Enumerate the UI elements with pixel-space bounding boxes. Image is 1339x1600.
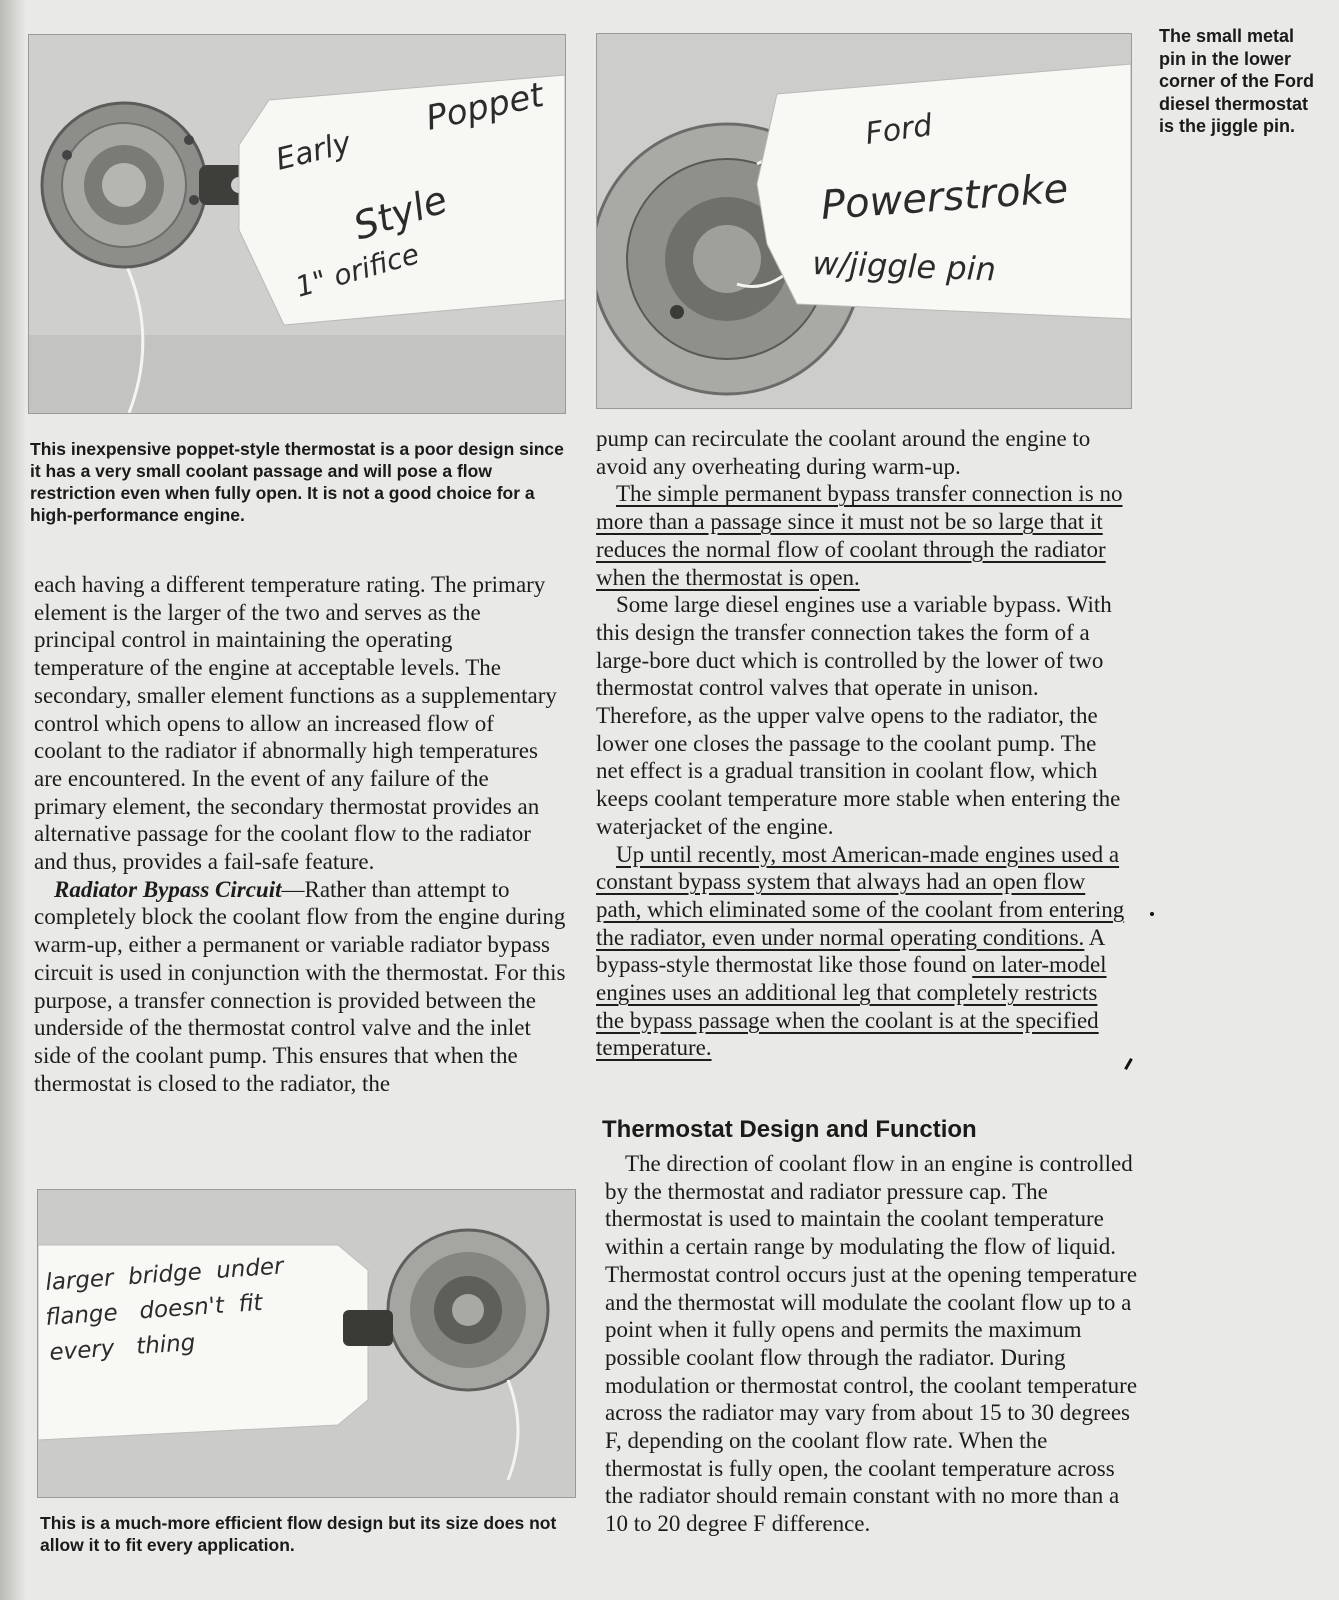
right-paragraph-4-underlined-2: on later-model engines uses an additional leg that completely restricts the bypass passage when the coolant is at the specified temperature. [596,952,1107,1061]
tag-text-orifice: 1" orifice [291,237,423,304]
caption-efficient-thermostat: This is a much-more efficient flow design but its size does not allow it to fit every application. [40,1513,557,1555]
photo-poppet-thermostat [28,34,566,414]
right-column-lower-text [605,1150,1145,1538]
tag-text-jiggle-pin: w/jiggle pin [811,244,997,289]
tag-text-early: Early [272,125,355,178]
left-paragraph-1: each having a different temperature rating. The primary element is the larger of the two and serves as the principal control in maintaining the operating temperature of the engine at acceptable levels. The secondary, smaller element functions as a supplementary control which opens to allow an increased flow of coolant to the radiator if abnormally high temperatures are encountered. In the event of any failure of the primary element, the secondary thermostat provides an alternative passage for the coolant flow to the radiator and thus, provides a fail-safe feature. [34,572,557,875]
tag-text-style: Style [348,177,453,249]
tag-text-line2: flange doesn't fit [44,1289,264,1331]
right-paragraph-4-underlined: Up until recently, most American-made engines used a constant bypass system that always had an open flow path, which eliminated some of the coolant from entering the radiator, even under normal operating conditions. [596,841,1125,950]
right-paragraph-1: pump can recirculate the coolant around the engine to avoid any overheating during warm-up. [596,426,1091,479]
right-paragraph-2 [596,480,1128,591]
caption-poppet-thermostat: This inexpensive poppet-style thermostat is a poor design since it has a very small coolant passage and will pose a flow restriction even when fully open. It is not a good choice for a high-performance engine. [30,439,564,525]
pen-mark-dot [1150,912,1154,916]
tag-text-powerstroke: Powerstroke [819,165,1070,229]
photo-ford-powerstroke-thermostat [596,33,1132,409]
right-paragraph-2-underlined: The simple permanent bypass transfer connection is no more than a passage since it must not be so large that it reduces the normal flow of coolant through the radiator when the thermostat is open. [596,481,1123,590]
ford-thermostat-illustration [597,34,1131,408]
tag-text-ford: Ford [863,107,935,152]
runin-heading-bypass: Radiator Bypass Circuit [54,876,282,902]
left-paragraph-2-text: —Rather than attempt to completely block the coolant flow from the engine during warm-up, either a permanent or variable radiator bypass circuit is used in conjunction with the thermostat. For this purpose, a transfer connection is provided between the underside of the thermostat control valve and the inlet side of the coolant pump. This ensures that when the thermostat is closed to the radiator, the [34,876,566,1096]
tag-text-line1: larger bridge under [44,1253,285,1296]
right-paragraph-5: The direction of coolant flow in an engine is controlled by the thermostat and radiator pressure cap. The thermostat is used to maintain the coolant temperature within a certain range by modulating the flow of liquid. Thermostat control occurs just at the opening temperature and the thermostat will modulate the coolant flow up to a point when it fully opens and permits the maximum possible coolant flow through the radiator. During modulation or thermostat control, the coolant temperature across the radiator may vary from about 15 to 30 degrees F, depending on the coolant flow rate. When the thermostat is fully open, the coolant temperature across the radiator should remain constant with no more than a 10 to 20 degree F difference. [605,1151,1138,1537]
left-paragraph-2 [34,876,566,1098]
left-column-text [34,571,566,1097]
photo-efficient-thermostat [37,1189,576,1498]
section-heading-thermostat-design: Thermostat Design and Function [602,1116,977,1143]
tag-text-line3: every thing [48,1329,197,1366]
right-column-text [596,425,1128,1062]
right-paragraph-3: Some large diesel engines use a variable bypass. With this design the transfer connection takes the form of a large-bore duct which is controlled by the lower of two thermostat control valves that operate in unison. Therefore, as the upper valve opens to the radiator, the lower one closes the passage to the coolant pump. The net effect is a gradual transition in coolant flow, which keeps coolant temperature more stable when entering the waterjacket of the engine. [596,592,1121,839]
efficient-thermostat-illustration [38,1190,575,1497]
right-paragraph-4 [596,841,1128,1063]
caption-jiggle-pin: The small metal pin in the lower corner of the Ford diesel thermostat is the jiggle pin. [1159,26,1315,136]
right-paragraph-4-plain: A bypass-style thermostat like those found [596,924,1105,978]
jiggle-pin [670,305,684,319]
poppet-thermostat-illustration [29,35,565,413]
tag-text-poppet: Poppet [422,74,547,139]
page-gutter-shadow [0,0,26,1600]
